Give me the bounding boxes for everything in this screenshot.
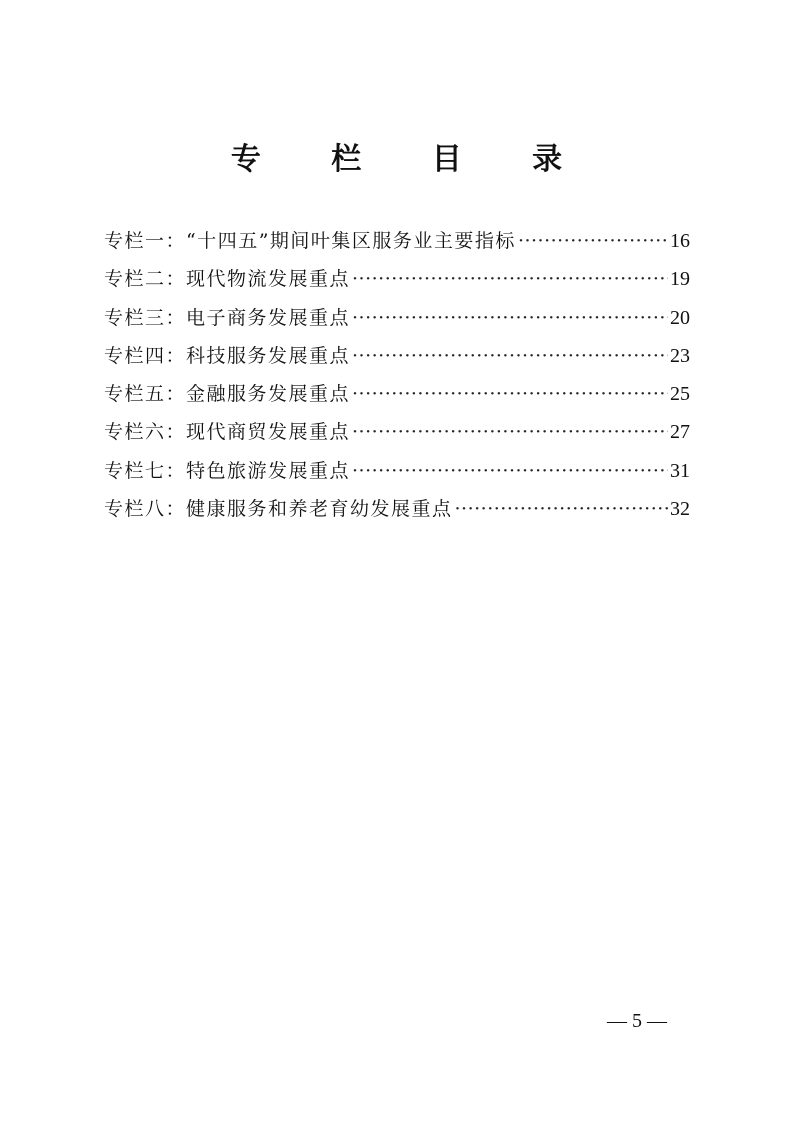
dot-leader <box>352 452 668 490</box>
toc-item-page: 25 <box>670 383 690 406</box>
toc-item-page: 20 <box>670 306 690 329</box>
toc-item[interactable] <box>104 375 690 413</box>
toc-item[interactable] <box>104 222 690 260</box>
toc-item-label: 专栏一：“十四五”期间叶集区服务业主要指标 <box>104 230 516 252</box>
table-of-contents <box>104 222 690 528</box>
dot-leader <box>455 490 668 528</box>
toc-item-label: 专栏八：健康服务和养老育幼发展重点 <box>104 498 453 521</box>
dot-leader <box>352 375 668 413</box>
page-title: 专 栏 目 录 <box>230 142 593 177</box>
dot-leader <box>352 260 668 298</box>
toc-item-page: 31 <box>670 459 690 482</box>
toc-item-page: 32 <box>670 498 690 521</box>
toc-item[interactable] <box>104 337 690 375</box>
toc-item[interactable] <box>104 299 690 337</box>
page-number: — 5 — <box>607 1010 667 1032</box>
toc-item-page: 23 <box>670 344 690 367</box>
toc-item-page: 27 <box>670 421 690 444</box>
toc-item-page: 19 <box>670 268 690 291</box>
toc-item[interactable] <box>104 452 690 490</box>
dot-leader <box>352 299 668 337</box>
toc-item-label: 专栏三：电子商务发展重点 <box>104 306 351 329</box>
toc-item-label: 专栏四：科技服务发展重点 <box>104 344 351 367</box>
toc-item-page: 16 <box>670 230 690 252</box>
dot-leader <box>352 337 668 375</box>
toc-item[interactable] <box>104 490 690 528</box>
toc-item[interactable] <box>104 260 690 298</box>
toc-item-label: 专栏六：现代商贸发展重点 <box>104 421 351 444</box>
toc-item[interactable] <box>104 413 690 451</box>
toc-item-label: 专栏二：现代物流发展重点 <box>104 268 351 291</box>
toc-item-label: 专栏七：特色旅游发展重点 <box>104 459 351 482</box>
toc-item-label: 专栏五：金融服务发展重点 <box>104 383 351 406</box>
dot-leader <box>352 413 668 451</box>
dot-leader <box>518 222 668 260</box>
